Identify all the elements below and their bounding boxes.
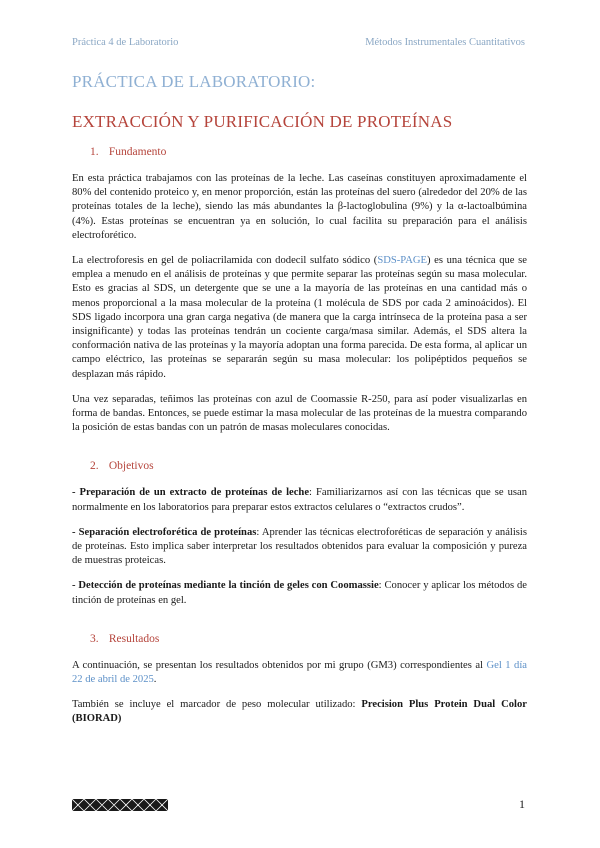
- text-segment: .: [153, 674, 157, 686]
- footer-decorative-pattern: [72, 799, 168, 811]
- marker-name: Precision Plus Protein Dual Color (BIORAD): [72, 699, 527, 725]
- objetivo-1-title: - Preparación de un extracto de proteínas de leche: [72, 487, 310, 499]
- page-number: 1: [519, 797, 525, 811]
- section-number: 2.: [90, 460, 99, 473]
- header-right-text: Métodos Instrumentales Cuantitativos: [365, 37, 525, 48]
- title-line-1: PRÁCTICA DE LABORATORIO:: [72, 72, 316, 91]
- section-title: Resultados: [108, 632, 160, 645]
- title-line-2: EXTRACCIÓN Y PURIFICACIÓN DE PROTEÍNAS: [72, 112, 453, 131]
- objetivo-1: [72, 486, 527, 514]
- section-heading-resultados: [90, 633, 527, 645]
- section-title: Fundamento: [108, 146, 167, 158]
- gel-reference-link[interactable]: Gel 1 día 22 de abril de 2025: [72, 659, 527, 686]
- section-number: 3.: [90, 632, 99, 645]
- section-title: Objetivos: [108, 460, 154, 473]
- fundamento-paragraph-1: En esta práctica trabajamos con las proteínas de la leche. Las caseínas constituyen aproximadamente el 80% del contenido proteico y, en menor proporción, están las proteínas del suero (alrededor del 20% de las proteínas totales de la leche), siendo las más abundantes la β-lactoglobulina (9%) y la α-lactoalbúmina (4%). Estas proteínas se encuentran ya en solución, lo cual facilita su preparación para el análisis electroforético.: [72, 173, 527, 241]
- text-segment: A continuación, se presentan los resultados obtenidos por mi grupo (GM3) correspondientes al: [72, 659, 487, 671]
- sds-page-link[interactable]: SDS-PAGE: [377, 255, 427, 267]
- objetivo-2: [72, 526, 527, 569]
- section-heading-fundamento: [90, 146, 527, 158]
- objetivo-3-title: - Detección de proteínas mediante la tinción de geles con Coomassie: [72, 580, 379, 592]
- document-body: [72, 72, 527, 738]
- objetivo-1-text: : Familiarizarnos así con las técnicas que se usan normalmente en los laboratorios para preparar estos extractos celulares o “extractos crudos”.: [72, 487, 527, 513]
- resultados-paragraph-1: [72, 659, 527, 687]
- text-segment: También se incluye el marcador de peso molecular utilizado:: [72, 699, 362, 711]
- objetivo-3-text: : Conocer y aplicar los métodos de tinción de proteínas en gel.: [72, 580, 527, 606]
- section-heading-objetivos: [90, 460, 527, 472]
- fundamento-paragraph-3: Una vez separadas, teñimos las proteínas con azul de Coomassie R-250, para así poder visualizarlas en forma de bandas. Entonces, se puede estimar la masa molecular de las proteínas de la muestra comparando la posición de estas bandas con un patrón de masas moleculares conocidas.: [72, 393, 527, 434]
- text-segment: ) es una técnica que se emplea a menudo en el análisis de proteínas y que permite separar las proteínas según su masa molecular. Esto es gracias al SDS, un detergente que se une a la mayoría de las proteínas en una cantidad más o menos proporcional a la masa molecular de la proteína (1 molécula de SDS por cada 2 aminoácidos). El SDS ligado incorpora una gran carga negativa (de manera que la carga intrínseca de la proteína pasa a ser insignificante) y todas las proteínas tendrán un cociente carga/masa similar. Además, el SDS altera la conformación nativa de las proteínas y la mayoría adoptan una forma parecida. De esta forma, al aplicar un campo eléctrico, las proteínas se separarán según su masa molecular: los polipéptidos pequeños se desplazan más rápido.: [72, 255, 527, 380]
- objetivo-3: [72, 579, 527, 607]
- objetivo-2-title: - Separación electroforética de proteínas: [72, 526, 257, 538]
- fundamento-paragraph-2: [72, 254, 527, 382]
- objetivo-2-text: : Aprender las técnicas electroforéticas de separación y análisis de proteínas. Esto implica saber interpretar los resultados obtenidos para evaluar la composición y pureza de muestras proteicas.: [72, 526, 527, 567]
- section-number: 1.: [90, 146, 99, 158]
- resultados-paragraph-2: [72, 698, 527, 726]
- header-left-text: Práctica 4 de Laboratorio: [72, 37, 179, 48]
- text-segment: La electroforesis en gel de poliacrilamida con dodecil sulfato sódico (: [72, 255, 378, 267]
